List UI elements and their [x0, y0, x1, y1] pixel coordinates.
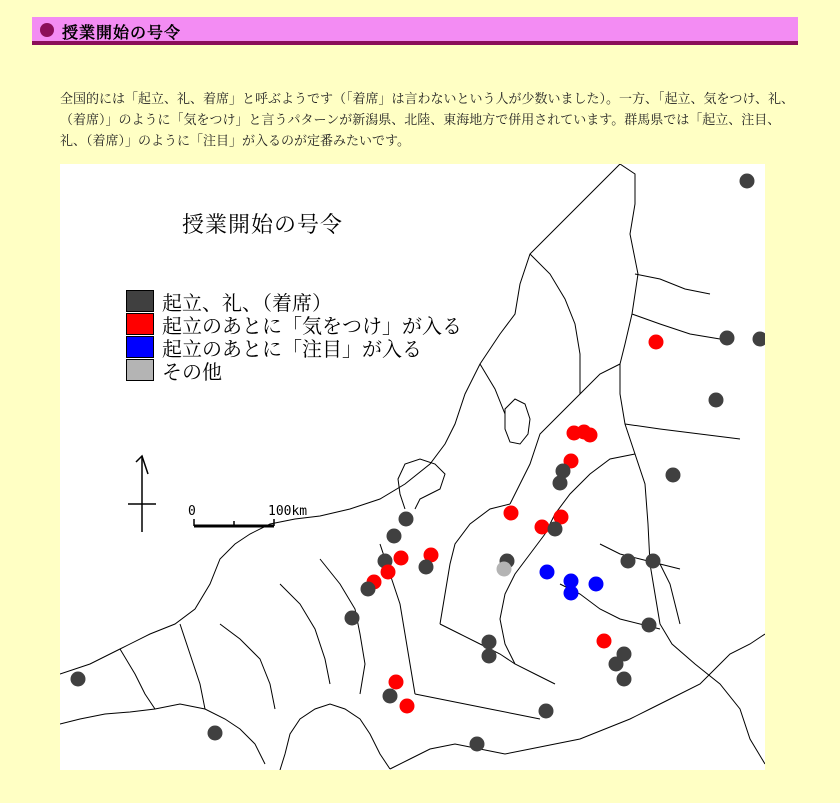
- point-dark: [646, 554, 661, 569]
- legend-swatch-gray: [126, 359, 154, 381]
- prefecture-boundary: [632, 314, 720, 339]
- legend-label: 起立、礼、（着席）: [162, 290, 332, 315]
- point-red: [389, 675, 404, 690]
- point-dark: [666, 468, 681, 483]
- coastline: [280, 704, 390, 770]
- point-dark: [553, 476, 568, 491]
- point-dark: [720, 331, 735, 346]
- legend-label: 起立のあとに「気をつけ」が入る: [162, 313, 462, 338]
- point-dark: [419, 560, 434, 575]
- point-red: [381, 565, 396, 580]
- prefecture-boundary: [530, 254, 580, 394]
- prefecture-boundary: [600, 544, 680, 569]
- map-outlines: [60, 164, 765, 770]
- section-header: [32, 17, 798, 45]
- prefecture-boundary: [480, 364, 505, 414]
- point-blue: [540, 565, 555, 580]
- point-dark: [387, 529, 402, 544]
- point-red: [504, 506, 519, 521]
- point-dark: [621, 554, 636, 569]
- legend-swatch-dark: [126, 290, 154, 312]
- prefecture-boundary: [180, 624, 205, 709]
- coastline: [620, 164, 765, 764]
- description-text: 全国的には「起立、礼、着席」と呼ぶようです（「着席」は言わないという人が少数いました）。一方、「起立、気をつけ、礼、（着席）」のように「気をつけ」と言うパターンが新潟県、北陸、東海地方で併用されています。群馬県では「起立、注目、礼、（着席）」のように「注目」が入るのが定番みたいです。: [60, 92, 794, 149]
- point-dark: [709, 393, 724, 408]
- point-dark: [482, 649, 497, 664]
- point-blue: [589, 577, 604, 592]
- point-blue: [564, 586, 579, 601]
- point-dark: [740, 174, 755, 189]
- point-dark: [753, 332, 766, 347]
- point-dark: [539, 704, 554, 719]
- scale-end-label: 100km: [268, 504, 308, 519]
- coastline: [390, 634, 765, 769]
- legend-item: [126, 359, 462, 384]
- legend: [126, 290, 462, 382]
- north-arrow-icon: [128, 456, 156, 532]
- prefecture-boundary: [120, 649, 155, 709]
- map-canvas: [60, 164, 765, 770]
- prefecture-boundary: [440, 624, 555, 684]
- point-dark: [383, 689, 398, 704]
- map-figure: [60, 164, 765, 770]
- prefecture-boundary: [660, 564, 680, 624]
- point-dark: [548, 522, 563, 537]
- point-red: [649, 335, 664, 350]
- point-red: [400, 699, 415, 714]
- prefecture-boundary: [415, 694, 540, 719]
- point-dark: [399, 512, 414, 527]
- bullet-icon: [40, 23, 54, 37]
- point-dark: [617, 672, 632, 687]
- scale-start-label: 0: [188, 504, 196, 519]
- prefecture-boundary: [500, 534, 545, 664]
- point-dark: [71, 672, 86, 687]
- legend-swatch-red: [126, 313, 154, 335]
- point-red: [597, 634, 612, 649]
- coastline: [60, 164, 620, 674]
- point-gray: [497, 562, 512, 577]
- point-dark: [482, 635, 497, 650]
- legend-label: 起立のあとに「注目」が入る: [162, 336, 422, 361]
- point-red: [394, 551, 409, 566]
- survey-points: [71, 174, 766, 752]
- point-red: [583, 428, 598, 443]
- prefecture-boundary: [320, 559, 365, 694]
- coastline: [505, 399, 530, 444]
- section-title: 授業開始の号令: [62, 23, 182, 42]
- legend-label: その他: [162, 359, 222, 384]
- coastline: [60, 704, 265, 764]
- point-dark: [642, 618, 657, 633]
- point-dark: [345, 611, 360, 626]
- legend-swatch-blue: [126, 336, 154, 358]
- point-red: [535, 520, 550, 535]
- prefecture-boundary: [280, 584, 330, 684]
- point-dark: [208, 726, 223, 741]
- point-dark: [609, 657, 624, 672]
- map-title: 授業開始の号令: [182, 213, 344, 238]
- point-dark: [470, 737, 485, 752]
- point-dark: [361, 582, 376, 597]
- prefecture-boundary: [220, 624, 275, 709]
- prefecture-boundary: [635, 274, 710, 294]
- prefecture-boundary: [625, 424, 740, 439]
